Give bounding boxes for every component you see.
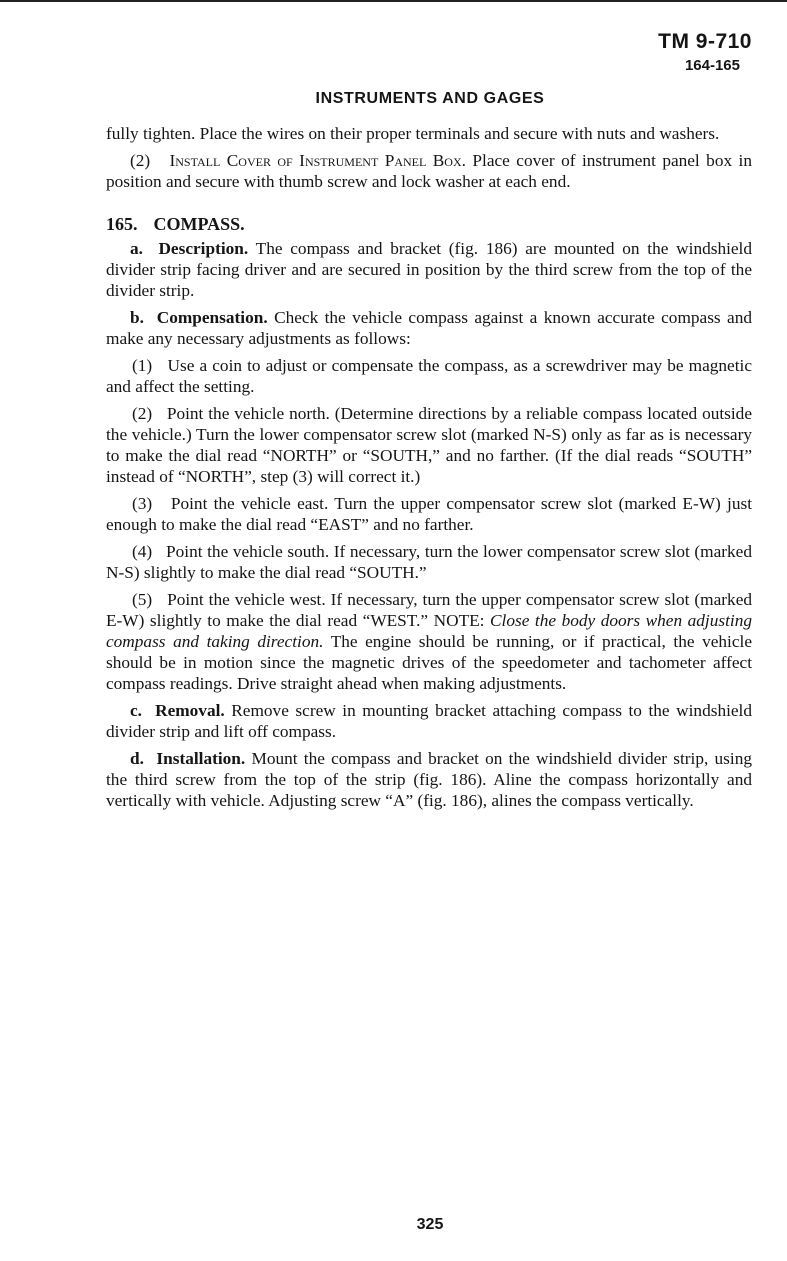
step-number: (4) [132, 542, 153, 561]
subparagraph-title: Removal. [155, 701, 225, 720]
compensation-paragraph [106, 307, 752, 349]
installation-paragraph [106, 748, 752, 811]
subparagraph-text: Mount the compass and bracket on the windshield divider strip, using the third screw from the top of the strip (fig. 186). Aline the compass horizontally and vertically with vehicle. Adjusting screw “A” (fig. 186), alines the compass vertically. [106, 749, 752, 810]
section-title: COMPASS. [153, 214, 245, 234]
continuation-paragraph [106, 123, 752, 144]
compensation-step-2 [106, 403, 752, 487]
document-body [106, 123, 752, 817]
page-number: 325 [416, 1216, 444, 1233]
subparagraph-letter: a. [130, 239, 143, 258]
compensation-step-5 [106, 589, 752, 694]
step-number: (2) [130, 151, 151, 170]
note-text: The engine should be running, or if practical, the vehicle should be in motion since the magnetic drives of the speedometer and tachometer affect compass readings. Drive straight ahead when making adjustments. [106, 632, 752, 693]
step-text: Point the vehicle north. (Determine directions by a reliable compass located outside the vehicle.) Turn the lower compensator screw slot (marked N-S) only as far as is necessary to make the dial read “NORTH” or “SOUTH,” and no farther. (If the dial reads “SOUTH” instead of “NORTH”, step (3) will correct it.) [106, 404, 752, 486]
step-number: (1) [132, 356, 153, 375]
step-text: Point the vehicle east. Turn the upper compensator screw slot (marked E-W) just enough to make the dial read “EAST” and no farther. [106, 494, 752, 534]
subparagraph-letter: b. [130, 308, 144, 327]
section-number: 165. [106, 214, 138, 234]
removal-paragraph [106, 700, 752, 742]
step-number: (5) [132, 590, 153, 609]
note-italic-text: Close the body doors when adjusting compass and taking direction. [106, 611, 752, 651]
description-paragraph [106, 238, 752, 301]
install-cover-step [106, 150, 752, 192]
step-text: Use a coin to adjust or compensate the compass, as a screwdriver may be magnetic and affect the setting. [106, 356, 752, 396]
subparagraph-text: The compass and bracket (fig. 186) are mounted on the windshield divider strip facing driver and are secured in position by the third screw from the top of the divider strip. [106, 239, 753, 300]
subparagraph-text: Remove screw in mounting bracket attaching compass to the windshield divider strip and lift off compass. [106, 701, 752, 741]
subparagraph-text: Check the vehicle compass against a known accurate compass and make any necessary adjustments as follows: [106, 308, 753, 348]
subparagraph-title: Description. [158, 239, 249, 258]
step-title: Install Cover of Instrument Panel Box. [169, 151, 466, 170]
step-text: Point the vehicle west. If necessary, turn the upper compensator screw slot (marked E-W) slightly to make the dial read “WEST.” [106, 590, 752, 630]
compensation-step-3 [106, 493, 752, 535]
step-text: Point the vehicle south. If necessary, turn the lower compensator screw slot (marked N-S) slightly to make the dial read “SOUTH.” [106, 542, 752, 582]
compensation-step-1 [106, 355, 752, 397]
subparagraph-title: Compensation. [156, 308, 268, 327]
top-border-rule [0, 0, 787, 2]
subparagraph-title: Installation. [156, 749, 246, 768]
continuation-text: fully tighten. Place the wires on their proper terminals and secure with nuts and washers. [106, 124, 720, 143]
paragraph-range: 164-165 [684, 57, 740, 74]
step-text: Place cover of instrument panel box in position and secure with thumb screw and lock washer at each end. [106, 151, 752, 191]
running-section-title: INSTRUMENTS AND GAGES [315, 90, 545, 107]
note-label: NOTE: [433, 611, 485, 630]
subparagraph-letter: c. [130, 701, 142, 720]
step-number: (3) [132, 494, 153, 513]
compensation-step-4 [106, 541, 752, 583]
section-heading [106, 214, 752, 235]
subparagraph-letter: d. [130, 749, 144, 768]
manual-number: TM 9-710 [658, 30, 752, 53]
step-number: (2) [132, 404, 153, 423]
